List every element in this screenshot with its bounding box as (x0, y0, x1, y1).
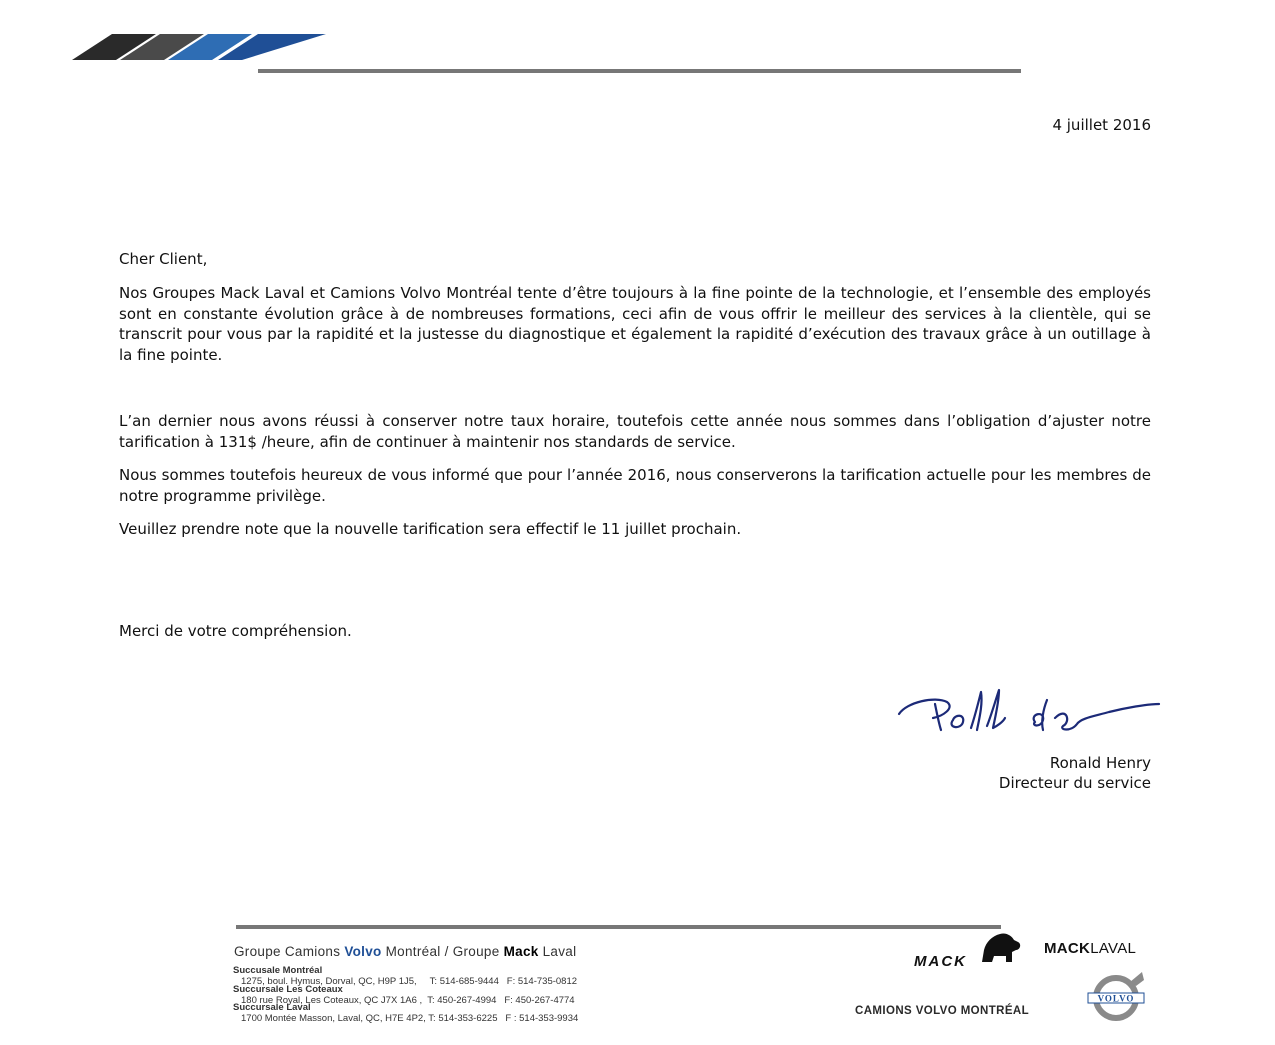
paragraph-privilege: Nous sommes toutefois heureux de vous informé que pour l’année 2016, nous conserverons la tarification actuelle pour les membres de notre programme privilège. (119, 466, 1151, 505)
branch-laval (233, 1003, 578, 1024)
paragraph-rate-change: L’an dernier nous avons réussi à conserver notre taux horaire, toutefois cette année nous sommes dans l’obligation d’ajuster notre tarification à 131$ /heure, afin de continuer à maintenir nos standards de service. (119, 412, 1151, 451)
svg-text:VOLVO: VOLVO (1097, 993, 1135, 1004)
branch-name: Succursale Laval (233, 1002, 311, 1013)
signer-title: Directeur du service (998, 774, 1151, 792)
footer-rule (236, 925, 1001, 929)
macklaval-bold: MACK (1044, 940, 1091, 957)
paragraph-intro: Nos Groupes Mack Laval et Camions Volvo Montréal tente d’être toujours à la fine pointe de la technologie, et l’ensemble des employés sont en constante évolution grâce à de nombreuses formations, ceci afin de vous offrir le meilleur des services à la clientèle, qui se transcrit pour vous par la rapidité et la justesse du diagnostique et également la rapidité d’exécution des travaux grâce à un outillage à la fine pointe. (119, 284, 1151, 364)
signer-name: Ronald Henry (1049, 754, 1151, 772)
closing-line: Merci de votre compréhension. (119, 622, 352, 640)
header-rule (258, 69, 1021, 73)
mack-logo (912, 928, 1030, 970)
paragraph-effective-date: Veuillez prendre note que la nouvelle tarification sera effectif le 11 juillet prochain. (119, 520, 742, 538)
footer-group-line (234, 944, 576, 959)
macklaval-light: LAVAL (1090, 940, 1137, 957)
salutation: Cher Client, (119, 250, 208, 268)
branch-name: Succursale Les Coteaux (233, 984, 343, 995)
group-volvo: Volvo (344, 944, 382, 959)
branch-address: 1275, boul. Hymus, Dorval, QC, H9P 1J5, T: 514-685-9444 F: 514-735-0812 (241, 975, 578, 987)
group-prefix: Groupe Camions (234, 944, 345, 959)
branch-name: Succusale Montréal (233, 965, 323, 976)
group-mid: Montréal / Groupe (381, 944, 504, 959)
branch-address: 180 rue Royal, Les Coteaux, QC J7X 1A6 , T: 450-267-4994 F: 450-267-4774 (241, 994, 575, 1006)
branch-address: 1700 Montée Masson, Laval, QC, H7E 4P2, T: 514-353-6225 F : 514-353-9934 (241, 1012, 579, 1024)
letter-date: 4 juillet 2016 (1052, 116, 1151, 134)
volvo-dealer-name: CAMIONS VOLVO MONTRÉAL (855, 1005, 1030, 1017)
bulldog-icon (982, 933, 1020, 962)
macklaval-wordmark (1044, 940, 1136, 957)
svg-text:MACK: MACK (914, 953, 967, 970)
handwritten-signature (895, 682, 1165, 742)
company-logo (72, 30, 328, 62)
group-mack: Mack (503, 944, 539, 959)
volvo-logo (1082, 970, 1154, 1024)
group-suffix: Laval (538, 944, 577, 959)
